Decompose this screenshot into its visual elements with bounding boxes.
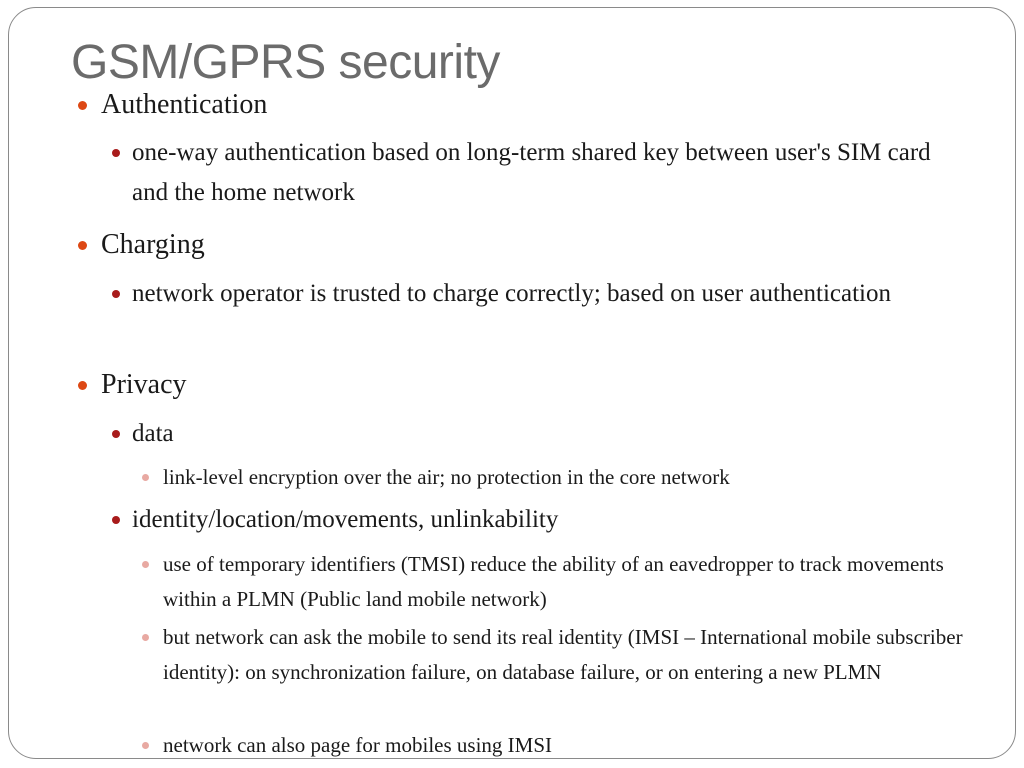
bullet-level2: [112, 430, 120, 438]
bullet-level1: [78, 241, 87, 250]
bullet-level2: [112, 290, 120, 298]
bullet-item-identity: identity/location/movements, unlinkability: [132, 506, 559, 533]
bullet-item-paging: network can also page for mobiles using IMSI: [163, 733, 553, 757]
bullet-level1: [78, 381, 87, 390]
bullet-level1: [78, 101, 87, 110]
bullet-item-charging: Charging: [101, 229, 205, 260]
bullet-item-tmsi: use of temporary identifiers (TMSI) reduce the ability of an eavedropper to track movements within a PLMN (Public land mobile network): [163, 552, 944, 611]
bullet-item-encryption: link-level encryption over the air; no protection in the core network: [163, 465, 730, 489]
bullet-level3: [142, 742, 149, 749]
bullet-item-privacy: Privacy: [101, 369, 187, 400]
slide-title: GSM/GPRS security: [71, 36, 500, 89]
bullet-item-data: data: [132, 420, 174, 447]
bullet-level3: [142, 474, 149, 481]
slide-frame: [8, 7, 1016, 759]
bullet-level3: [142, 634, 149, 641]
bullet-item-charging-detail: network operator is trusted to charge correctly; based on user authentication: [132, 280, 891, 307]
bullet-level2: [112, 516, 120, 524]
bullet-item-authentication-detail: one-way authentication based on long-term shared key between user's SIM card and the home network: [132, 139, 931, 206]
bullet-item-imsi: but network can ask the mobile to send its real identity (IMSI – International mobile subscriber identity): on synchronization failure, on database failure, or on entering a new PLMN: [163, 625, 963, 684]
bullet-level2: [112, 149, 120, 157]
bullet-item-authentication: Authentication: [101, 89, 268, 120]
bullet-level3: [142, 561, 149, 568]
